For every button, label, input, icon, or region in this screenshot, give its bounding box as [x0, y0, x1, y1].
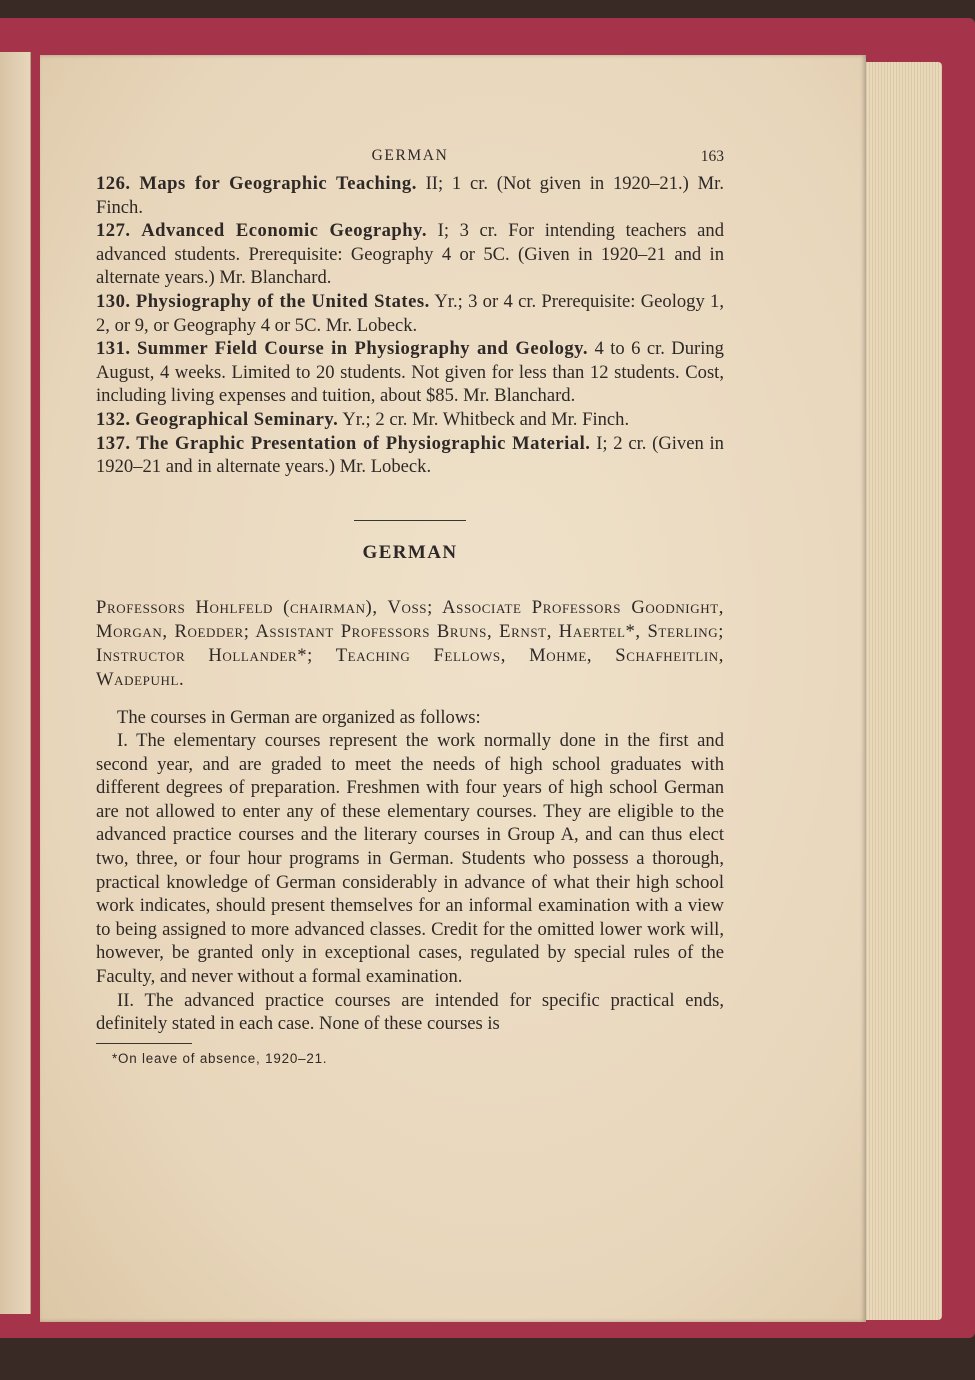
course-number: 130. — [96, 290, 131, 312]
page-edges — [858, 62, 942, 1320]
page-content — [96, 144, 724, 1070]
course-entry — [96, 337, 724, 408]
course-details: I; 2 cr. (Given in 1920–21 and in alternate years.) Mr. Lobeck. — [96, 432, 724, 478]
course-entry — [96, 408, 724, 432]
section-divider — [354, 520, 466, 521]
course-details: I; 3 cr. For intending teachers and advanced students. Prerequisite: Geography 4 or 5C. (Given in 1920–21 and in alternate years.) Mr. Blanchard. — [96, 220, 724, 289]
course-number: 132. — [96, 408, 131, 430]
body-paragraph: II. The advanced practice courses are intended for specific practical ends, definitely stated in each case. None of these courses is — [96, 989, 724, 1035]
left-page-edge — [0, 52, 31, 1314]
running-head-title: GERMAN — [371, 147, 449, 164]
course-details: 4 to 6 cr. During August, 4 weeks. Limited to 20 students. Not given for less than 12 students. Cost, including living expenses and tuition, about $85. Mr. Blanchard. — [96, 338, 724, 407]
intro-paragraph: The courses in German are organized as follows: — [117, 706, 481, 728]
course-entry — [96, 432, 724, 479]
footnote-rule — [96, 1043, 192, 1044]
course-details: II; 1 cr. (Not given in 1920–21.) Mr. Finch. — [96, 173, 724, 218]
course-number: 127. — [96, 220, 131, 242]
section-heading: GERMAN — [362, 541, 458, 563]
course-number: 137. — [96, 432, 131, 454]
course-entry — [96, 172, 724, 219]
course-name: The Graphic Presentation of Physiographic Material. — [136, 432, 591, 454]
course-name: Summer Field Course in Physiography and Geology. — [136, 338, 589, 360]
course-name: Physiography of the United States. — [135, 290, 430, 312]
page-number: 163 — [700, 148, 724, 165]
course-entry — [96, 290, 724, 337]
course-name: Maps for Geographic Teaching. — [139, 173, 417, 194]
course-number: 131. — [96, 338, 131, 360]
course-details: Yr.; 2 cr. Mr. Whitbeck and Mr. Finch. — [342, 408, 630, 430]
course-name: Advanced Economic Geography. — [141, 220, 427, 242]
footnote: *On leave of absence, 1920–21. — [112, 1050, 328, 1066]
body-paragraph: I. The elementary courses represent the work normally done in the first and second year, and are graded to meet the needs of high school graduates with different degrees of preparation. Freshmen with four years of high school German are not allowed to enter any of these elementary courses. They are eligible to the advanced practice courses and the literary courses in Group A, and can thus elect two, three, or four hour programs in German. Students who possess a thorough, practical knowledge of German considerably in advance of what their high school work indicates, should present themselves for an informal examination with a view to being assigned to more advanced classes. Credit for the omitted lower work will, however, be granted only in exceptional cases, regulated by special rules of the Faculty, and never without a formal examination. — [96, 730, 724, 988]
course-name: Geographical Seminary. — [135, 408, 339, 430]
course-details: Yr.; 3 or 4 cr. Prerequisite: Geology 1, 2, or 9, or Geography 4 or 5C. Mr. Lobeck. — [96, 290, 724, 336]
running-head — [96, 144, 724, 172]
course-number: 126. — [96, 173, 131, 194]
course-entry — [96, 219, 724, 290]
faculty-list: Professors Hohlfeld (chairman), Voss; Associate Professors Goodnight, Morgan, Roedder; Assistant Professors Bruns, Ernst, Haertel*, Sterling; Instructor Hollander*; Teaching Fellows, Mohme, Schafheitlin, Wadepuhl. — [96, 597, 724, 690]
